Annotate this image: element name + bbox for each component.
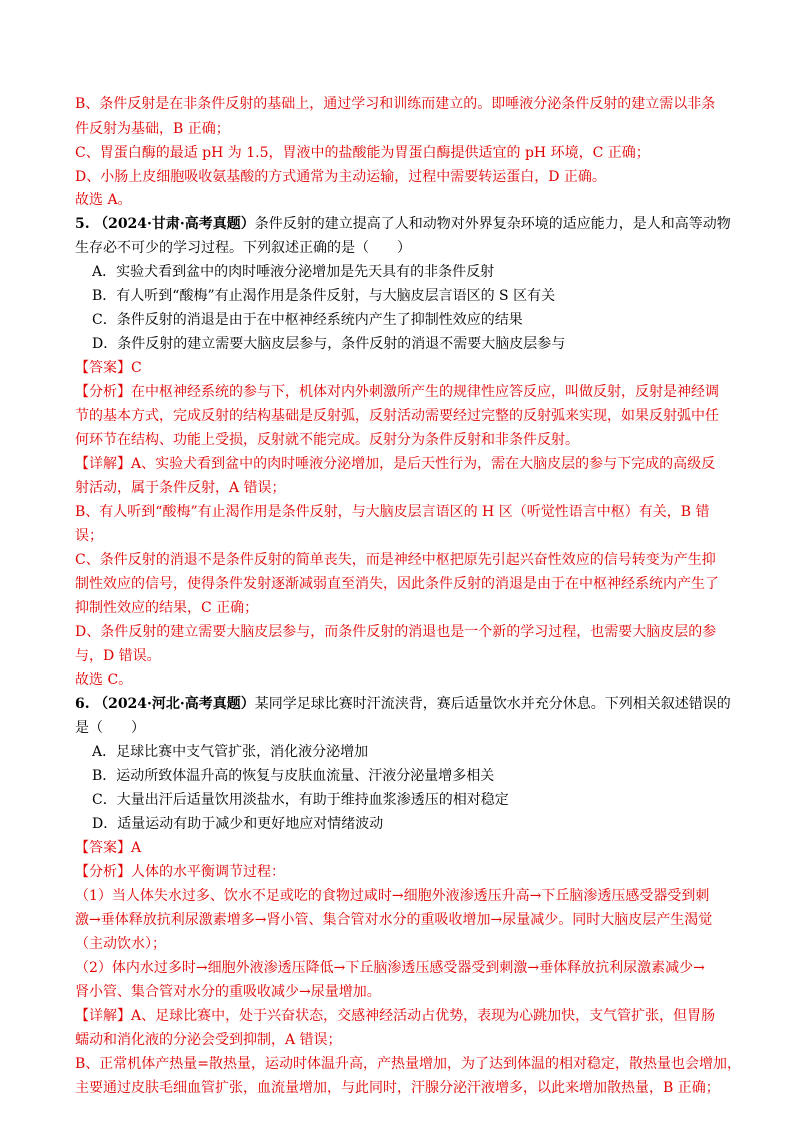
question-5-stem: [75, 214, 731, 234]
detail-line: B、有人听到“酸梅”有止渴作用是条件反射，与大脑皮层言语区的 H 区（听觉性语言中枢）有关，B 错: [75, 504, 710, 520]
analysis-line: 【分析】在中枢神经系统的参与下，机体对内外刺激所产生的规律性应答反应，叫做反射，反射是神经调: [75, 384, 719, 400]
answer-line: 【答案】A: [75, 840, 142, 856]
option-c: C．条件反射的消退是由于在中枢神经系统内产生了抑制性效应的结果: [92, 312, 523, 328]
detail-line: C、条件反射的消退不是条件反射的简单丧失，而是神经中枢把原先引起兴奋性效应的信号转变为产生抑: [75, 552, 716, 568]
detail-line: 抑制性效应的结果，C 正确；: [75, 600, 259, 616]
analysis-line: 肾小管、集合管对水分的重吸收减少→尿量增加。: [75, 984, 381, 1000]
analysis-line: 何环节在结构、功能上受损，反射就不能完成。反射分为条件反射和非条件反射。: [75, 432, 579, 448]
option-b: B．运动所致体温升高的恢复与皮肤血流量、汗液分泌量增多相关: [92, 768, 495, 784]
option-a: A．实验犬看到盆中的肉时唾液分泌增加是先天具有的非条件反射: [92, 264, 495, 280]
detail-line: 蠕动和消化液的分泌会受到抑制，A 错误；: [75, 1032, 342, 1048]
analysis-line: （2）体内水过多时→细胞外液渗透压降低→下丘脑渗透压感受器受到刺激→垂体释放抗利尿激素减少→: [75, 960, 705, 976]
detail-line: 误；: [75, 528, 103, 544]
explanation-line: C、胃蛋白酶的最适 pH 为 1.5，胃液中的盐酸能为胃蛋白酶提供适宜的 pH 环境，C 正确；: [75, 145, 650, 161]
answer-choice-line: 故选 C。: [75, 672, 133, 688]
explanation-line: D、小肠上皮细胞吸收氨基酸的方式通常为主动运输，过程中需要转运蛋白，D 正确。: [75, 169, 606, 185]
answer-line: 【答案】C: [75, 360, 142, 376]
detail-line: 【详解】A、实验犬看到盆中的肉时唾液分泌增加，是后天性行为，需在大脑皮层的参与下完成的高级反: [75, 456, 716, 472]
analysis-line: （主动饮水）；: [75, 936, 166, 952]
detail-line: B、正常机体产热量=散热量，运动时体温升高，产热量增加，为了达到体温的相对稳定，散热量也会增加，: [75, 1056, 742, 1072]
analysis-line: 【分析】人体的水平衡调节过程：: [75, 864, 285, 880]
option-d: D．适量运动有助于减少和更好地应对情绪波动: [92, 816, 384, 832]
answer-choice-line: 故选 A。: [75, 192, 132, 208]
analysis-line: （1）当人体失水过多、饮水不足或吃的食物过咸时→细胞外液渗透压升高→下丘脑渗透压感受器受到刺: [75, 888, 710, 904]
detail-line: 射活动，属于条件反射，A 错误；: [75, 480, 286, 496]
detail-line: D、条件反射的建立需要大脑皮层参与，而条件反射的消退也是一个新的学习过程，也需要大脑皮层的参: [75, 624, 717, 640]
detail-line: 【详解】A、足球比赛中，处于兴奋状态，交感神经活动占优势，表现为心跳加快，支气管扩张，但胃肠: [75, 1008, 716, 1024]
analysis-line: 激→垂体释放抗利尿激素增多→肾小管、集合管对水分的重吸收增加→尿量减少。同时大脑皮层产生渴觉: [75, 912, 713, 928]
question-text: 生存必不可少的学习过程。下列叙述正确的是（ ）: [75, 240, 411, 256]
explanation-line: 件反射为基础，B 正确；: [75, 121, 230, 137]
question-6-stem: [75, 694, 731, 714]
option-c: C．大量出汗后适量饮用淡盐水，有助于维持血浆渗透压的相对稳定: [92, 792, 509, 808]
option-d: D．条件反射的建立需要大脑皮层参与，条件反射的消退不需要大脑皮层参与: [92, 336, 566, 352]
question-source: （2024·甘肃·高考真题）: [94, 216, 255, 232]
detail-line: 主要通过皮肤毛细血管扩张，血流量增加，与此同时，汗腺分泌汗液增多，以此来增加散热量，B 正确；: [75, 1080, 720, 1096]
detail-line: 制性效应的信号，使得条件发射逐渐减弱直至消失，因此条件反射的消退是由于在中枢神经系统内产生了: [75, 576, 719, 592]
question-text: 条件反射的建立提高了人和动物对外界复杂环境的适应能力，是人和高等动物: [254, 216, 731, 232]
question-number: 5.: [75, 216, 90, 232]
explanation-line: B、条件反射是在非条件反射的基础上，通过学习和训练而建立的。即唾液分泌条件反射的建立需以非条: [75, 96, 716, 112]
analysis-line: 节的基本方式，完成反射的结构基础是反射弧，反射活动需要经过完整的反射弧来实现，如果反射弧中任: [75, 408, 719, 424]
question-number: 6.: [75, 696, 90, 712]
question-source: （2024·河北·高考真题）: [94, 696, 255, 712]
question-text: 某同学足球比赛时汗流浃背，赛后适量饮水并充分休息。下列相关叙述错误的: [254, 696, 731, 712]
detail-line: 与，D 错误。: [75, 648, 161, 664]
option-a: A．足球比赛中支气管扩张，消化液分泌增加: [92, 744, 369, 760]
option-b: B．有人听到“酸梅”有止渴作用是条件反射，与大脑皮层言语区的 S 区有关: [92, 288, 556, 304]
question-text: 是（ ）: [75, 720, 145, 736]
